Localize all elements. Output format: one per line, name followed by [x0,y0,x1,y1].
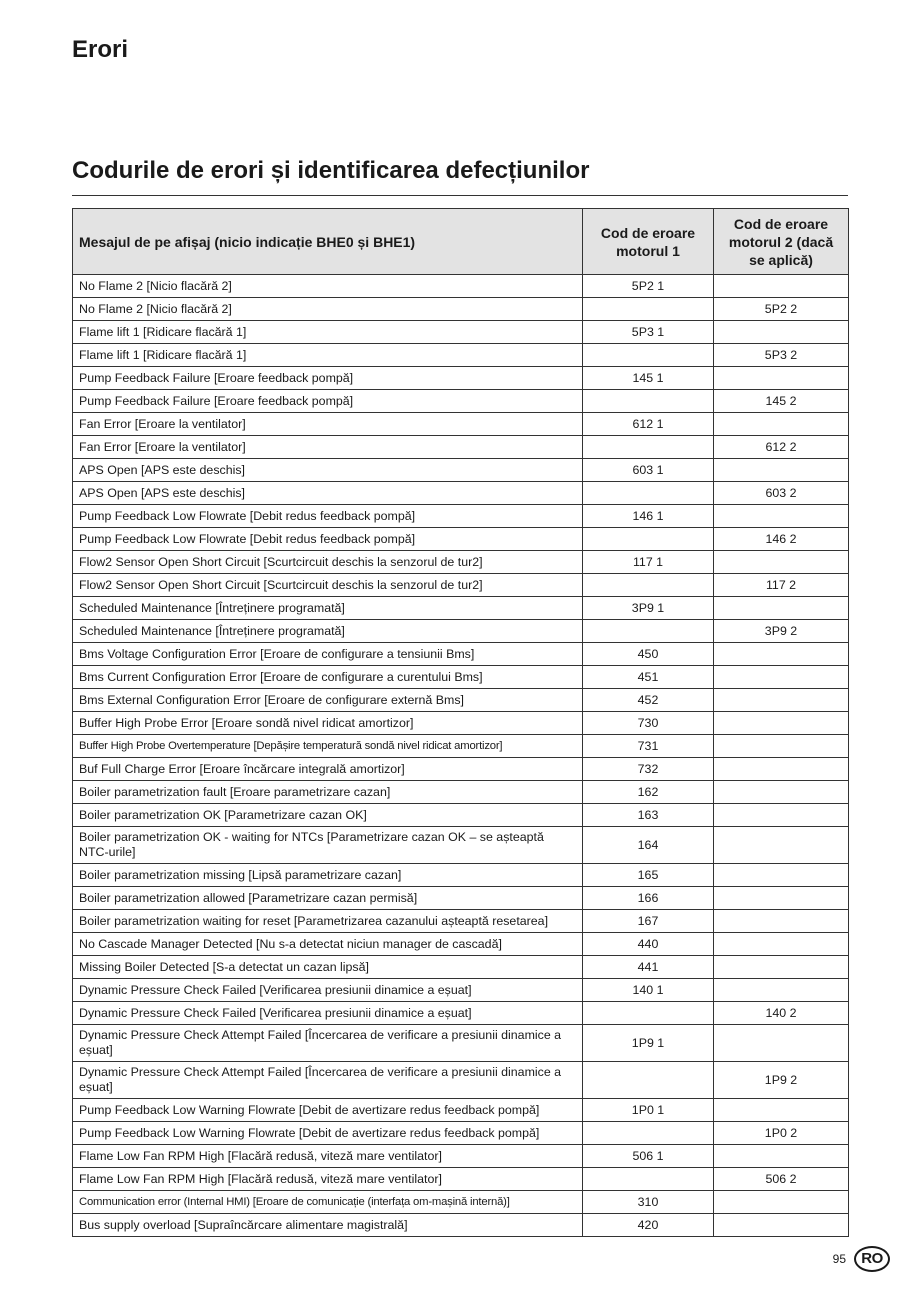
error-message: Bms Current Configuration Error [Eroare de configurare a curentului Bms] [73,666,583,689]
error-message: Dynamic Pressure Check Failed [Verificarea presiunii dinamice a eșuat] [73,1002,583,1025]
table-row [73,482,849,505]
table-row [73,864,849,887]
motor2-code [714,804,849,827]
motor1-code: 506 1 [583,1145,714,1168]
table-row [73,689,849,712]
motor1-code: 1P0 1 [583,1099,714,1122]
motor2-code [714,666,849,689]
motor2-code [714,712,849,735]
motor1-code: 167 [583,910,714,933]
table-row [73,1002,849,1025]
motor2-code [714,1025,849,1062]
error-message: Boiler parametrization missing [Lipsă parametrizare cazan] [73,864,583,887]
error-message: Dynamic Pressure Check Failed [Verificarea presiunii dinamice a eșuat] [73,979,583,1002]
table-row [73,956,849,979]
motor1-code: 140 1 [583,979,714,1002]
table-row [73,459,849,482]
motor2-code [714,1099,849,1122]
table-row [73,321,849,344]
error-message: Bms External Configuration Error [Eroare de configurare externă Bms] [73,689,583,712]
motor2-code [714,413,849,436]
motor1-code: 3P9 1 [583,597,714,620]
error-message: Bus supply overload [Supraîncărcare alimentare magistrală] [73,1214,583,1237]
motor2-code [714,827,849,864]
table-row [73,1214,849,1237]
motor2-code [714,864,849,887]
motor2-code [714,758,849,781]
error-message: Pump Feedback Low Flowrate [Debit redus feedback pompă] [73,505,583,528]
table-row [73,390,849,413]
error-codes-table [72,208,849,1237]
motor2-code [714,933,849,956]
motor2-code: 146 2 [714,528,849,551]
table-row [73,436,849,459]
motor1-code: 603 1 [583,459,714,482]
error-message: Buffer High Probe Error [Eroare sondă nivel ridicat amortizor] [73,712,583,735]
motor2-code [714,910,849,933]
error-message: Pump Feedback Low Flowrate [Debit redus feedback pompă] [73,528,583,551]
error-message: APS Open [APS este deschis] [73,459,583,482]
motor2-code [714,1191,849,1214]
page-number: 95 [832,1252,846,1266]
table-row [73,1145,849,1168]
motor1-code: 730 [583,712,714,735]
table-row [73,505,849,528]
motor1-code: 310 [583,1191,714,1214]
table-row [73,413,849,436]
error-message: Scheduled Maintenance [Întreținere programată] [73,620,583,643]
table-row [73,344,849,367]
motor1-code: 1P9 1 [583,1025,714,1062]
error-message: Pump Feedback Failure [Eroare feedback pompă] [73,367,583,390]
motor1-code: 450 [583,643,714,666]
motor2-code [714,321,849,344]
motor2-code [714,643,849,666]
motor2-code [714,689,849,712]
error-message: Dynamic Pressure Check Attempt Failed [Încercarea de verificare a presiunii dinamice a eșuat] [73,1062,583,1099]
motor2-code: 5P2 2 [714,298,849,321]
error-message: Boiler parametrization fault [Eroare parametrizare cazan] [73,781,583,804]
header-message: Mesajul de pe afișaj (nicio indicație BHE0 și BHE1) [73,209,583,275]
table-row [73,551,849,574]
error-message: Buffer High Probe Overtemperature [Depășire temperatură sondă nivel ridicat amortizor] [73,735,583,758]
error-message: Communication error (Internal HMI) [Eroare de comunicație (interfața om-mașină internă)] [73,1191,583,1214]
motor1-code [583,390,714,413]
motor2-code: 1P9 2 [714,1062,849,1099]
motor1-code [583,1062,714,1099]
error-message: Missing Boiler Detected [S-a detectat un cazan lipsă] [73,956,583,979]
error-message: Dynamic Pressure Check Attempt Failed [Încercarea de verificare a presiunii dinamice a eșuat] [73,1025,583,1062]
motor2-code [714,735,849,758]
table-row [73,528,849,551]
chapter-title: Erori [72,36,129,63]
motor2-code: 140 2 [714,1002,849,1025]
error-message: Flame lift 1 [Ridicare flacără 1] [73,321,583,344]
error-message: Flow2 Sensor Open Short Circuit [Scurtcircuit deschis la senzorul de tur2] [73,574,583,597]
motor1-code [583,298,714,321]
table-row [73,910,849,933]
error-message: Flame Low Fan RPM High [Flacără redusă, viteză mare ventilator] [73,1145,583,1168]
error-message: Boiler parametrization OK - waiting for NTCs [Parametrizare cazan OK – se așteaptă NTC-urile] [73,827,583,864]
motor2-code [714,459,849,482]
motor1-code: 5P2 1 [583,275,714,298]
error-message: APS Open [APS este deschis] [73,482,583,505]
motor1-code [583,574,714,597]
error-message: Flame lift 1 [Ridicare flacără 1] [73,344,583,367]
motor1-code [583,1122,714,1145]
error-message: Flow2 Sensor Open Short Circuit [Scurtcircuit deschis la senzorul de tur2] [73,551,583,574]
motor1-code [583,436,714,459]
motor2-code: 117 2 [714,574,849,597]
motor2-code [714,597,849,620]
motor1-code: 117 1 [583,551,714,574]
error-message: No Flame 2 [Nicio flacără 2] [73,298,583,321]
motor2-code [714,979,849,1002]
motor1-code [583,482,714,505]
motor1-code [583,1002,714,1025]
table-row [73,367,849,390]
table-row [73,933,849,956]
motor1-code: 441 [583,956,714,979]
motor1-code: 145 1 [583,367,714,390]
motor1-code: 732 [583,758,714,781]
motor2-code [714,956,849,979]
error-message: Scheduled Maintenance [Întreținere programată] [73,597,583,620]
motor2-code [714,1145,849,1168]
motor2-code: 3P9 2 [714,620,849,643]
motor1-code: 163 [583,804,714,827]
motor1-code: 440 [583,933,714,956]
motor2-code: 603 2 [714,482,849,505]
error-message: No Cascade Manager Detected [Nu s-a detectat niciun manager de cascadă] [73,933,583,956]
motor1-code: 451 [583,666,714,689]
motor1-code: 612 1 [583,413,714,436]
table-row [73,1191,849,1214]
motor1-code: 5P3 1 [583,321,714,344]
table-row [73,597,849,620]
motor2-code: 612 2 [714,436,849,459]
motor2-code [714,505,849,528]
table-header-row [73,209,849,275]
motor1-code: 452 [583,689,714,712]
table-row [73,804,849,827]
table-row [73,1122,849,1145]
error-message: Pump Feedback Low Warning Flowrate [Debit de avertizare redus feedback pompă] [73,1099,583,1122]
motor2-code [714,887,849,910]
motor2-code [714,1214,849,1237]
table-row [73,298,849,321]
motor2-code [714,367,849,390]
motor2-code: 506 2 [714,1168,849,1191]
table-row [73,1168,849,1191]
motor1-code: 166 [583,887,714,910]
table-row [73,758,849,781]
motor2-code [714,551,849,574]
section-divider [72,195,848,196]
motor2-code [714,275,849,298]
table-row [73,1025,849,1062]
table-row [73,275,849,298]
error-message: Bms Voltage Configuration Error [Eroare de configurare a tensiunii Bms] [73,643,583,666]
table-row [73,979,849,1002]
error-message: Boiler parametrization OK [Parametrizare cazan OK] [73,804,583,827]
language-badge: RO [854,1246,890,1272]
error-message: Flame Low Fan RPM High [Flacără redusă, viteză mare ventilator] [73,1168,583,1191]
table-row [73,620,849,643]
motor2-code: 1P0 2 [714,1122,849,1145]
table-row [73,1062,849,1099]
motor2-code [714,781,849,804]
motor1-code [583,1168,714,1191]
motor1-code: 146 1 [583,505,714,528]
error-message: Pump Feedback Low Warning Flowrate [Debit de avertizare redus feedback pompă] [73,1122,583,1145]
error-message: Buf Full Charge Error [Eroare încărcare integrală amortizor] [73,758,583,781]
table-row [73,574,849,597]
motor1-code [583,620,714,643]
table-row [73,1099,849,1122]
motor1-code: 420 [583,1214,714,1237]
table-row [73,643,849,666]
error-message: No Flame 2 [Nicio flacără 2] [73,275,583,298]
motor1-code: 731 [583,735,714,758]
table-row [73,827,849,864]
header-motor1-code: Cod de eroare motorul 1 [583,209,714,275]
section-title: Codurile de erori și identificarea defecțiunilor [72,157,590,184]
table-row [73,781,849,804]
error-message: Boiler parametrization allowed [Parametrizare cazan permisă] [73,887,583,910]
motor1-code: 164 [583,827,714,864]
error-message: Fan Error [Eroare la ventilator] [73,436,583,459]
table-row [73,712,849,735]
motor2-code: 5P3 2 [714,344,849,367]
motor1-code [583,528,714,551]
table-row [73,735,849,758]
header-motor2-code: Cod de eroare motorul 2 (dacă se aplică) [714,209,849,275]
motor1-code: 165 [583,864,714,887]
motor1-code [583,344,714,367]
motor2-code: 145 2 [714,390,849,413]
table-row [73,666,849,689]
motor1-code: 162 [583,781,714,804]
error-message: Pump Feedback Failure [Eroare feedback pompă] [73,390,583,413]
page-footer [833,1246,890,1272]
error-message: Fan Error [Eroare la ventilator] [73,413,583,436]
error-message: Boiler parametrization waiting for reset [Parametrizarea cazanului așteaptă resetarea] [73,910,583,933]
table-row [73,887,849,910]
